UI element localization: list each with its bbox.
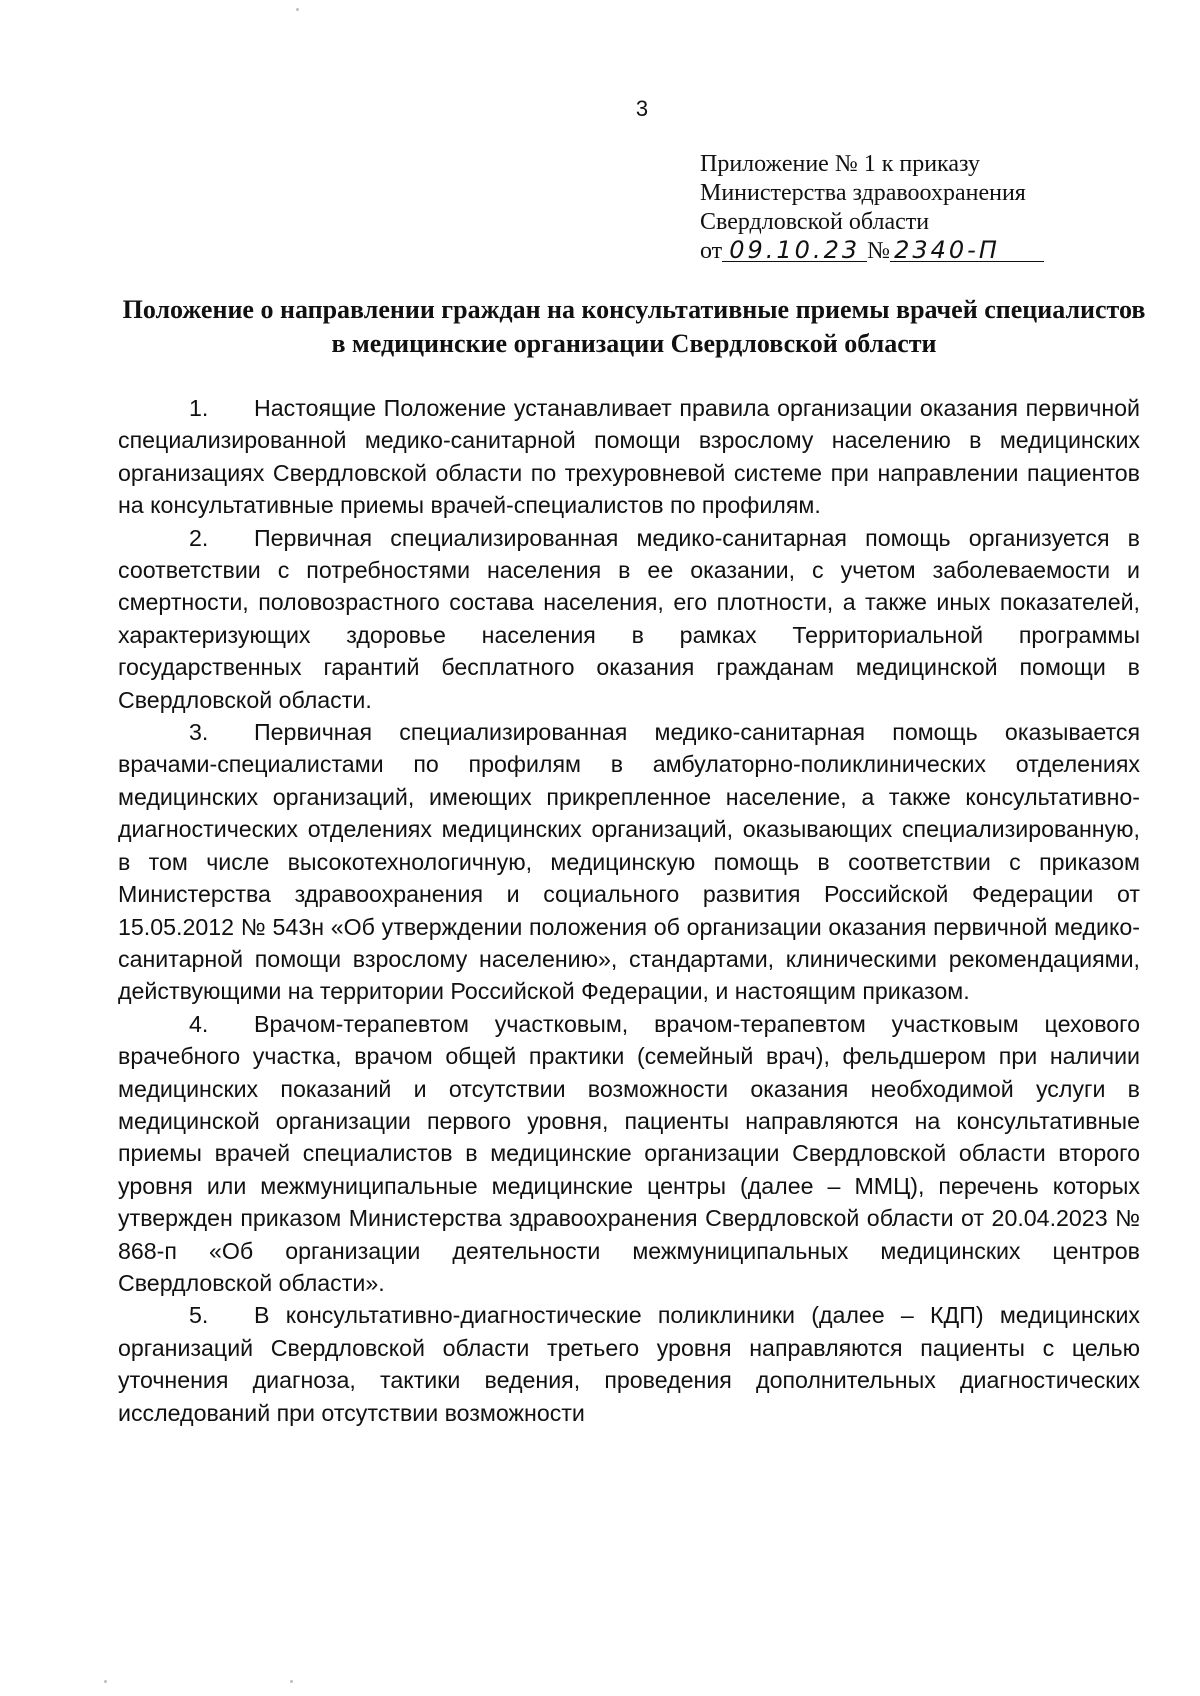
paragraph-text: Настоящие Положение устанавливает правила организации оказания первичной специализированной медико-санитарной помощи взрослому населению в медицинских организациях Свердловской области по трехуровневой системе при направлении пациентов на консультативные приемы врачей-специалистов по профилям. xyxy=(118,395,1140,519)
paragraph-number: 3. xyxy=(189,719,209,746)
paragraph-text: Первичная специализированная медико-санитарная помощь оказывается врачами-специалистами по профилям в амбулаторно-поликлинических отделениях медицинских организаций, имеющих прикрепленное население, а также консультативно-диагностических отделениях медицинских организаций, оказывающих специализированную, в том числе высокотехнологичную, медицинскую помощь в соответствии с приказом Министерства здравоохранения и социального развития Российской Федерации от 15.05.2012 № 543н «Об утверждении положения об организации оказания первичной медико-санитарной помощи взрослому населению», стандартами, клиническими рекомендациями, действующими на территории Российской Федерации, и настоящим приказом. xyxy=(118,719,1140,1005)
appendix-line-3: Свердловской области xyxy=(700,209,930,235)
appendix-line-2: Министерства здравоохранения xyxy=(700,180,1026,206)
paragraph-4 xyxy=(118,1008,1140,1300)
scan-speck xyxy=(296,8,299,11)
paragraph-number: 5. xyxy=(189,1302,209,1329)
document-body xyxy=(118,392,1140,1429)
handwritten-date: 09.10.23 xyxy=(722,239,867,262)
paragraph-3 xyxy=(118,716,1140,1008)
appendix-line-1: Приложение № 1 к приказу xyxy=(700,151,980,177)
handwritten-order-number: 2340-П xyxy=(890,239,1044,262)
scan-speck xyxy=(290,1680,293,1683)
appendix-date-line xyxy=(700,237,1044,266)
document-title: Положение о направлении граждан на консультативные приемы врачей специалистов в медицинские организации Свердловской области xyxy=(122,295,1146,358)
paragraph-number: 4. xyxy=(189,1010,209,1037)
paragraph-text: В консультативно-диагностические поликлиники (далее – КДП) медицинских организаций Свердловской области третьего уровня направляются пациенты с целью уточнения диагноза, тактики ведения, проведения дополнительных диагностических исследований при отсутствии возможности xyxy=(118,1302,1140,1426)
paragraph-2 xyxy=(118,522,1140,716)
paragraph-1 xyxy=(118,392,1140,522)
date-prefix: от xyxy=(700,238,723,264)
page-number: 3 xyxy=(635,96,649,121)
scan-speck xyxy=(104,1680,107,1683)
number-prefix: № xyxy=(867,238,891,264)
paragraph-5 xyxy=(118,1299,1140,1429)
paragraph-text: Врачом-терапевтом участковым, врачом-терапевтом участковым цехового врачебного участка, врачом общей практики (семейный врач), фельдшером при наличии медицинских показаний и отсутствии возможности оказания необходимой услуги в медицинской организации первого уровня, пациенты направляются на консультативные приемы врачей специалистов в медицинские организации Свердловской области второго уровня или межмуниципальные медицинские центры (далее – ММЦ), перечень которых утвержден приказом Министерства здравоохранения Свердловской области от 20.04.2023 № 868-п «Об организации деятельности межмуниципальных медицинских центров Свердловской области». xyxy=(118,1010,1140,1296)
paragraph-number: 2. xyxy=(189,524,209,551)
paragraph-text: Первичная специализированная медико-санитарная помощь организуется в соответствии с потребностями населения в ее оказании, с учетом заболеваемости и смертности, половозрастного состава населения, его плотности, а также иных показателей, характеризующих здоровье населения в рамках Территориальной программы государственных гарантий бесплатного оказания гражданам медицинской помощи в Свердловской области. xyxy=(118,524,1140,713)
appendix-header xyxy=(700,150,1044,266)
paragraph-number: 1. xyxy=(189,395,209,421)
